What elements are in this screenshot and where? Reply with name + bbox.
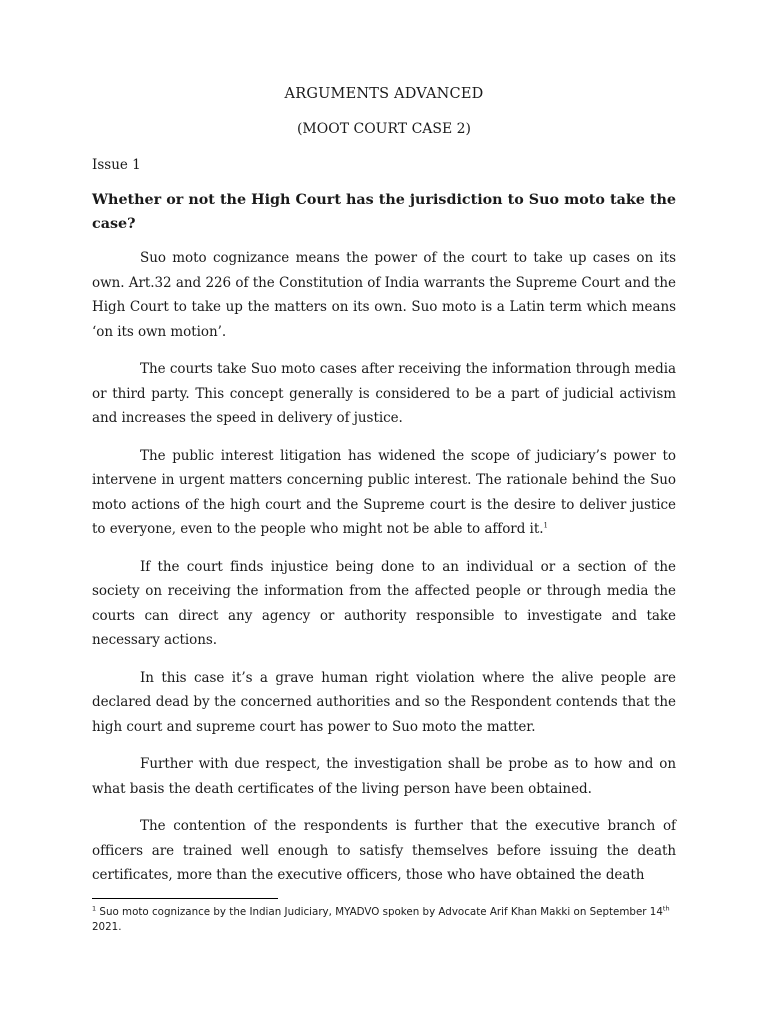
body-text	[92, 246, 676, 901]
issue-label: Issue 1	[92, 157, 141, 173]
paragraph-6: Further with due respect, the investigation shall be probe as to how and on what basis the death certificates of the living person have been obtained.	[92, 756, 676, 797]
paragraph-1: Suo moto cognizance means the power of the court to take up cases on its own. Art.32 and 226 of the Constitution of India warrants the Supreme Court and the High Court to take up the matters on its own. Suo moto is a Latin term which means ‘on its own motion’.	[92, 250, 676, 340]
paragraph-5: In this case it’s a grave human right violation where the alive people are declared dead by the concerned authorities and so the Respondent contends that the high court and supreme court has power to Suo moto the matter.	[92, 669, 676, 735]
footnote-marker: 1	[92, 904, 97, 913]
paragraph-4: If the court finds injustice being done to an individual or a section of the society on receiving the information from the affected people or through media the courts can direct any agency or authority responsible to investigate and take necessary actions.	[92, 558, 676, 648]
footnote-year: 2021.	[92, 921, 122, 933]
paragraph-3-text: The public interest litigation has widened the scope of judiciary’s power to intervene in urgent matters concerning public interest. The rationale behind the Suo moto actions of the high court and the Supreme court is the desire to deliver justice to everyone, even to the people who might not be able to afford it.	[92, 447, 676, 537]
footnote-reference[interactable]: 1	[543, 521, 548, 530]
document-subtitle: (MOOT COURT CASE 2)	[296, 121, 472, 137]
footnote-separator	[92, 898, 278, 899]
paragraph-3	[92, 444, 676, 542]
issue-question: Whether or not the High Court has the jurisdiction to Suo moto take the case?	[92, 192, 676, 232]
paragraph-2: The courts take Suo moto cases after receiving the information through media or third party. This concept generally is considered to be a part of judicial activism and increases the speed in delivery of justice.	[92, 361, 676, 426]
footnote-text: Suo moto cognizance by the Indian Judiciary, MYADVO spoken by Advocate Arif Khan Makki on September 14	[96, 906, 663, 918]
paragraph-7: The contention of the respondents is further that the executive branch of officers are trained well enough to satisfy themselves before issuing the death certificates, more than the executive officers, those who have obtained the death	[92, 818, 676, 883]
document-title: ARGUMENTS ADVANCED	[284, 86, 484, 102]
footnote-ordinal-suffix: th	[662, 904, 670, 913]
footnote	[92, 905, 676, 935]
